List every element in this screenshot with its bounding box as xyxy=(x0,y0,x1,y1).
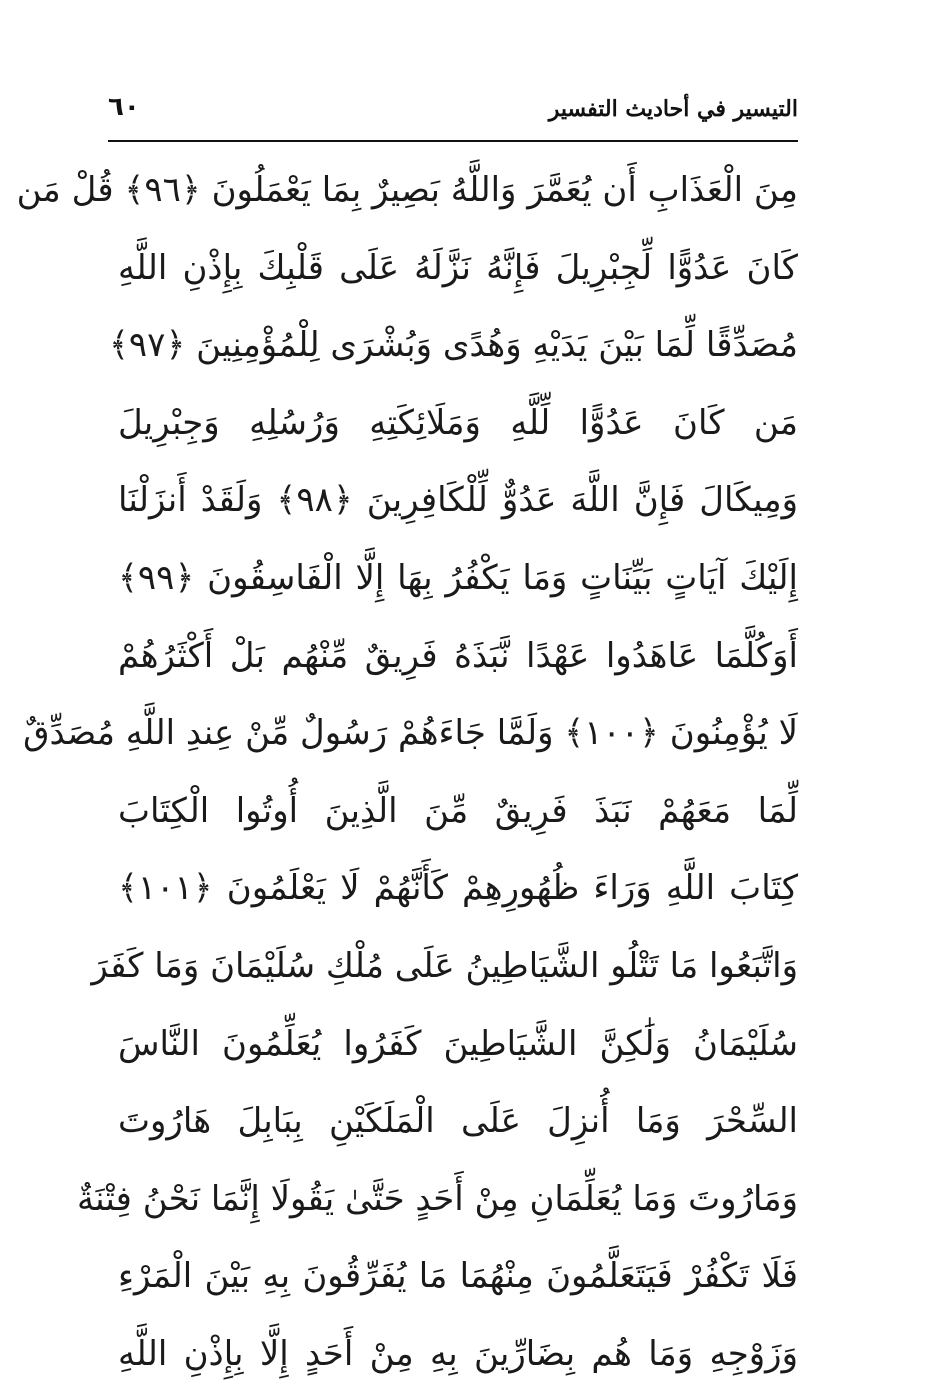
text-line: سُلَيْمَانُ وَلَٰكِنَّ الشَّيَاطِينَ كَفَرُوا يُعَلِّمُونَ النَّاسَ xyxy=(118,1023,798,1064)
text-line: أَوَكُلَّمَا عَاهَدُوا عَهْدًا نَّبَذَهُ فَرِيقٌ مِّنْهُم بَلْ أَكْثَرُهُمْ xyxy=(118,635,798,676)
text-line: وَزَوْجِهِ وَمَا هُم بِضَارِّينَ بِهِ مِنْ أَحَدٍ إِلَّا بِإِذْنِ اللَّهِ xyxy=(118,1333,798,1374)
text-line: فَلَا تَكْفُرْ فَيَتَعَلَّمُونَ مِنْهُمَا مَا يُفَرِّقُونَ بِهِ بَيْنَ الْمَرْءِ xyxy=(118,1256,798,1297)
header-divider xyxy=(108,140,798,142)
text-line: مِنَ الْعَذَابِ أَن يُعَمَّرَ وَاللَّهُ بَصِيرٌ بِمَا يَعْمَلُونَ ﴿٩٦﴾ قُلْ مَن xyxy=(16,170,798,210)
text-line: مُصَدِّقًا لِّمَا بَيْنَ يَدَيْهِ وَهُدًى وَبُشْرَى لِلْمُؤْمِنِينَ ﴿٩٧﴾ xyxy=(108,325,798,366)
text-line: وَاتَّبَعُوا مَا تَتْلُو الشَّيَاطِينُ عَلَى مُلْكِ سُلَيْمَانَ وَمَا كَفَرَ xyxy=(91,945,798,986)
text-line: لَا يُؤْمِنُونَ ﴿١٠٠﴾ وَلَمَّا جَاءَهُمْ رَسُولٌ مِّنْ عِندِ اللَّهِ مُصَدِّقٌ xyxy=(23,713,798,754)
text-line: كَانَ عَدُوًّا لِّجِبْرِيلَ فَإِنَّهُ نَزَّلَهُ عَلَى قَلْبِكَ بِإِذْنِ اللَّهِ xyxy=(118,247,798,288)
text-line: السِّحْرَ وَمَا أُنزِلَ عَلَى الْمَلَكَيْنِ بِبَابِلَ هَارُوتَ xyxy=(118,1101,798,1142)
page-number: ٦٠ xyxy=(108,92,140,122)
running-title: التيسير في أحاديث التفسير xyxy=(548,96,798,122)
text-line: كِتَابَ اللَّهِ وَرَاءَ ظُهُورِهِمْ كَأَنَّهُمْ لَا يَعْلَمُونَ ﴿١٠١﴾ xyxy=(118,868,798,909)
text-line: مَن كَانَ عَدُوًّا لِّلَّهِ وَمَلَائِكَتِهِ وَرُسُلِهِ وَجِبْرِيلَ xyxy=(118,402,798,443)
text-line: وَمَارُوتَ وَمَا يُعَلِّمَانِ مِنْ أَحَدٍ حَتَّىٰ يَقُولَا إِنَّمَا نَحْنُ فِتْنَةٌ xyxy=(76,1178,798,1219)
text-line: إِلَيْكَ آيَاتٍ بَيِّنَاتٍ وَمَا يَكْفُرُ بِهَا إِلَّا الْفَاسِقُونَ ﴿٩٩﴾ xyxy=(118,557,798,598)
quran-text-block xyxy=(16,152,798,1394)
page-header xyxy=(108,92,798,136)
text-line: وَمِيكَالَ فَإِنَّ اللَّهَ عَدُوٌّ لِّلْكَافِرِينَ ﴿٩٨﴾ وَلَقَدْ أَنزَلْنَا xyxy=(118,480,798,521)
text-line: لِّمَا مَعَهُمْ نَبَذَ فَرِيقٌ مِّنَ الَّذِينَ أُوتُوا الْكِتَابَ xyxy=(118,790,798,831)
